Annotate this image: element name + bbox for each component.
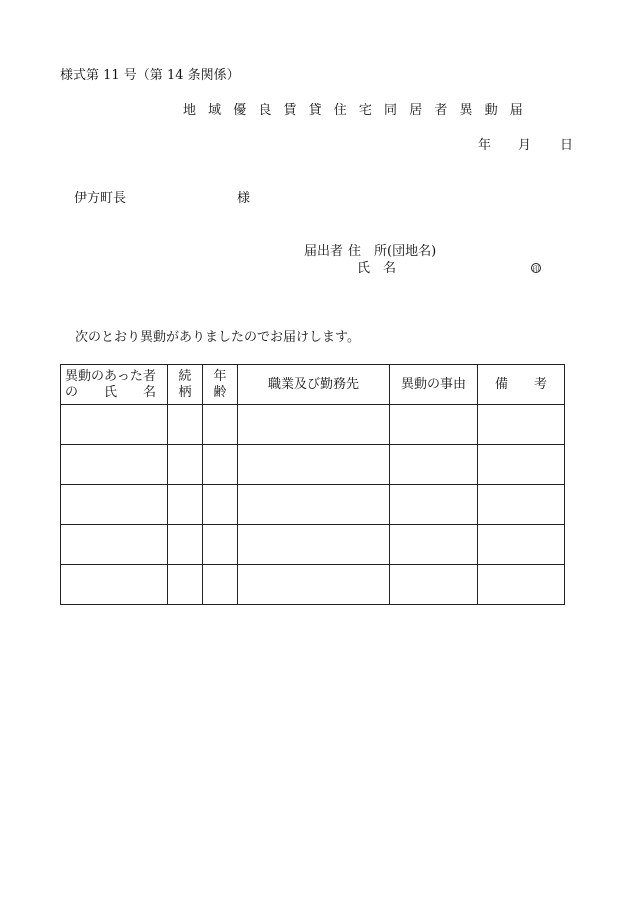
- cell-remarks[interactable]: [478, 525, 565, 565]
- table-row: [61, 485, 565, 525]
- applicant-name-label: 氏 名: [357, 261, 397, 276]
- header-person-name-line1: 異動のあった者: [65, 368, 156, 384]
- date-month-label: 月: [518, 138, 532, 153]
- cell-occupation[interactable]: [238, 485, 390, 525]
- cell-reason[interactable]: [390, 525, 478, 565]
- header-person-name: [61, 365, 168, 405]
- header-person-name-line2: の 氏 名: [65, 384, 157, 400]
- cell-occupation[interactable]: [238, 445, 390, 485]
- cell-reason[interactable]: [390, 565, 478, 605]
- cell-person-name[interactable]: [61, 405, 168, 445]
- form-number: 様式第 11 号（第 14 条関係）: [60, 68, 240, 83]
- cell-age[interactable]: [203, 525, 238, 565]
- cell-occupation[interactable]: [238, 405, 390, 445]
- cell-age[interactable]: [203, 485, 238, 525]
- date-year-label: 年: [478, 138, 492, 153]
- cell-reason[interactable]: [390, 445, 478, 485]
- cell-reason[interactable]: [390, 485, 478, 525]
- header-occupation: 職業及び勤務先: [238, 365, 390, 405]
- cell-age[interactable]: [203, 565, 238, 605]
- cell-remarks[interactable]: [478, 445, 565, 485]
- header-reason: 異動の事由: [390, 365, 478, 405]
- cell-relationship[interactable]: [168, 485, 203, 525]
- applicant-label: 届出者: [304, 244, 344, 259]
- table-row: [61, 565, 565, 605]
- cell-relationship[interactable]: [168, 565, 203, 605]
- header-relationship-line2: 柄: [178, 384, 192, 400]
- cell-remarks[interactable]: [478, 485, 565, 525]
- cell-relationship[interactable]: [168, 525, 203, 565]
- header-remarks: 備 考: [478, 365, 565, 405]
- cell-relationship[interactable]: [168, 405, 203, 445]
- cell-age[interactable]: [203, 445, 238, 485]
- cell-person-name[interactable]: [61, 525, 168, 565]
- header-age-line1: 年: [213, 368, 227, 384]
- notice-text: 次のとおり異動がありましたのでお届けします。: [75, 330, 360, 345]
- seal-mark-icon: 印: [532, 265, 540, 273]
- date-day-label: 日: [560, 138, 574, 153]
- cell-remarks[interactable]: [478, 405, 565, 445]
- table-row: [61, 405, 565, 445]
- header-age: [203, 365, 238, 405]
- table-header-row: [61, 365, 565, 405]
- cell-person-name[interactable]: [61, 445, 168, 485]
- addressee-name: 伊方町長: [74, 191, 127, 206]
- cell-occupation[interactable]: [238, 565, 390, 605]
- document-title: 地 域 優 良 賃 貸 住 宅 同 居 者 異 動 届: [183, 103, 527, 118]
- table-row: [61, 525, 565, 565]
- table-row: [61, 445, 565, 485]
- cell-relationship[interactable]: [168, 445, 203, 485]
- cell-age[interactable]: [203, 405, 238, 445]
- applicant-address-label: 住 所(団地名): [348, 244, 437, 259]
- header-relationship: [168, 365, 203, 405]
- cell-person-name[interactable]: [61, 565, 168, 605]
- header-age-line2: 齢: [213, 384, 227, 400]
- cell-person-name[interactable]: [61, 485, 168, 525]
- header-relationship-line1: 続: [178, 368, 192, 384]
- cell-remarks[interactable]: [478, 565, 565, 605]
- cell-reason[interactable]: [390, 405, 478, 445]
- addressee-honorific: 様: [237, 191, 251, 206]
- cell-occupation[interactable]: [238, 525, 390, 565]
- change-table: [60, 364, 565, 605]
